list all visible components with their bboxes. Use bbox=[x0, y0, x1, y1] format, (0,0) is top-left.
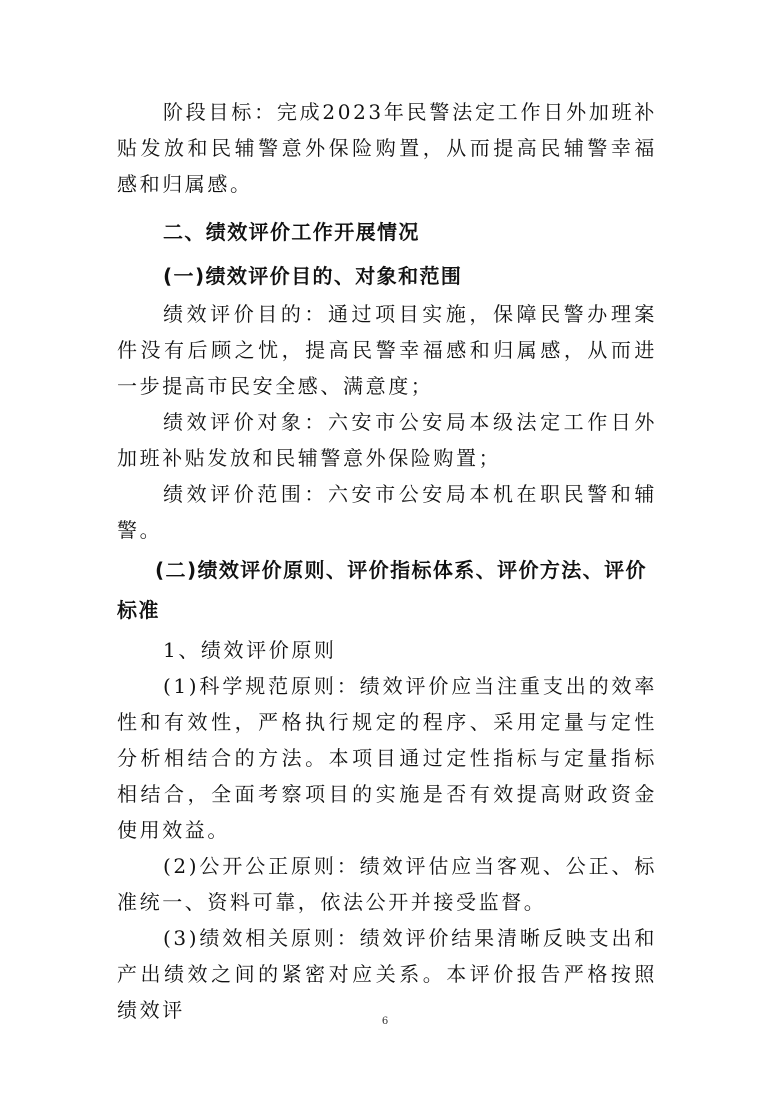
principle-1-paragraph: (1)科学规范原则：绩效评价应当注重支出的效率性和有效性，严格执行规定的程序、采用定量与定性分析相结合的方法。本项目通过定性指标与定量指标相结合，全面考察项目的实施是否有效提高财政资金使用效益。 bbox=[117, 674, 657, 842]
page-number: 6 bbox=[381, 1016, 389, 1027]
section-heading-evaluation: 二、绩效评价工作开展情况 bbox=[163, 220, 420, 244]
principle-3-paragraph: (3)绩效相关原则：绩效评价结果清晰反映支出和产出绩效之间的紧密对应关系。本评价报告严格按照绩效评 bbox=[117, 926, 657, 1022]
scope-paragraph: 绩效评价范围：六安市公安局本机在职民警和辅警。 bbox=[117, 482, 657, 542]
object-paragraph: 绩效评价对象：六安市公安局本级法定工作日外加班补贴发放和民辅警意外保险购置； bbox=[117, 410, 657, 470]
document-body bbox=[117, 94, 657, 1028]
principle-2-paragraph: (2)公开公正原则：绩效评估应当客观、公正、标准统一、资料可靠，依法公开并接受监督。 bbox=[117, 854, 657, 914]
subsection-heading-principles: (二)绩效评价原则、评价指标体系、评价方法、评价标准 bbox=[117, 558, 647, 622]
purpose-paragraph: 绩效评价目的：通过项目实施，保障民警办理案件没有后顾之忧，提高民警幸福感和归属感，从而进一步提高市民安全感、满意度； bbox=[117, 302, 657, 398]
stage-goal-paragraph: 阶段目标：完成2023年民警法定工作日外加班补贴发放和民辅警意外保险购置，从而提高民辅警幸福感和归属感。 bbox=[117, 100, 657, 196]
subsection-heading-purpose: (一)绩效评价目的、对象和范围 bbox=[163, 264, 463, 288]
principle-title: 1、绩效评价原则 bbox=[163, 638, 337, 662]
